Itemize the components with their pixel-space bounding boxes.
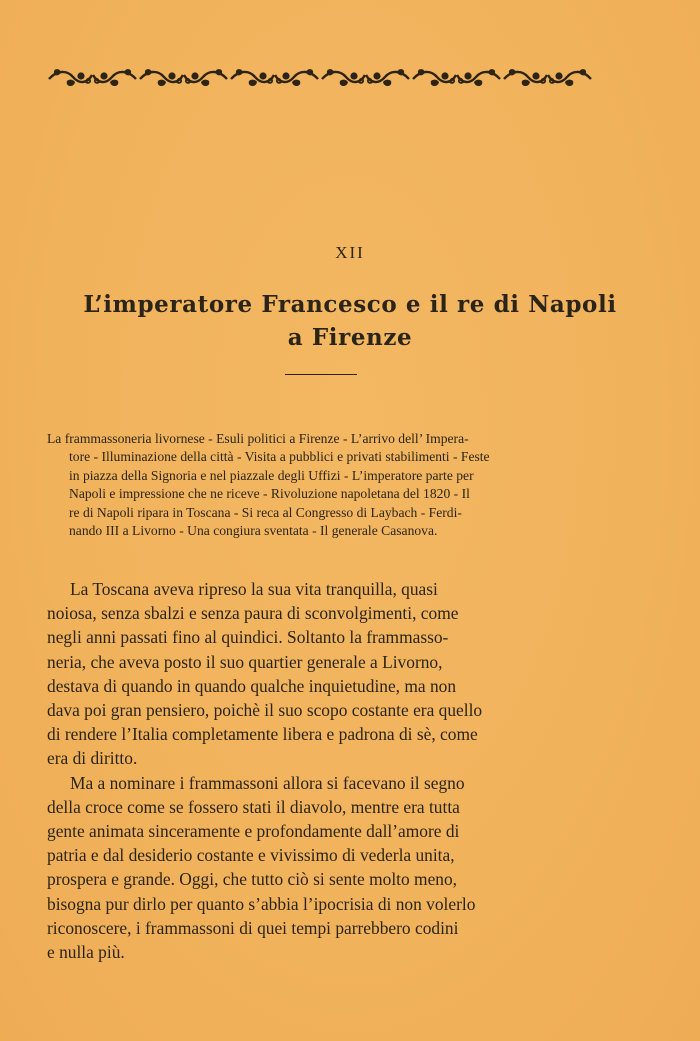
title-divider — [285, 374, 357, 375]
body-line: patria e dal desiderio costante e vivissimo di vederla unita, — [47, 845, 455, 866]
chapter-summary — [47, 430, 597, 540]
body-line: era di diritto. — [47, 748, 138, 769]
body-line: destava di quando in quando qualche inquietudine, ma non — [47, 675, 457, 696]
body-line: riconoscere, i frammassoni di quei tempi parrebbero codini — [47, 917, 459, 938]
body-line: prospera e grande. Oggi, che tutto ciò si sente molto meno, — [47, 869, 458, 890]
body-line: e nulla più. — [47, 942, 125, 963]
chapter-title-line: L’imperatore Francesco e il re di Napoli — [83, 291, 617, 318]
summary-line: La frammassoneria livornese - Esuli politici a Firenze - L’arrivo dell’ Impera- — [47, 431, 469, 446]
body-line: di rendere l’Italia completamente libera e padrona di sè, come — [47, 724, 478, 745]
body-line: Ma a nominare i frammassoni allora si facevano il segno — [70, 772, 465, 793]
body-text — [47, 577, 607, 964]
chapter-number: XII — [335, 243, 365, 262]
chapter-title-line: a Firenze — [287, 324, 413, 351]
summary-line: re di Napoli ripara in Toscana - Si reca al Congresso di Laybach - Ferdi- — [69, 504, 462, 520]
floral-vine-ornament-icon — [47, 66, 593, 88]
summary-line: nando III a Livorno - Una congiura sventata - Il generale Casanova. — [69, 523, 438, 539]
body-line: negli anni passati fino al quindici. Soltanto la frammasso- — [47, 627, 449, 648]
body-line: dava poi gran pensiero, poichè il suo scopo costante era quello — [47, 700, 483, 721]
summary-line: Napoli e impressione che ne riceve - Rivoluzione napoletana del 1820 - Il — [69, 486, 470, 502]
summary-line: in piazza della Signoria e nel piazzale degli Uffizi - L’imperatore parte per — [69, 467, 474, 483]
summary-line: tore - Illuminazione della città - Visita a pubblici e privati stabilimenti - Feste — [69, 449, 490, 465]
body-line: La Toscana aveva ripreso la sua vita tranquilla, quasi — [70, 579, 438, 599]
body-line: bisogna pur dirlo per quanto s’abbia l’ipocrisia di non volerlo — [47, 893, 476, 914]
body-line: noiosa, senza sbalzi e senza paura di sconvolgimenti, come — [47, 603, 459, 624]
chapter-title — [40, 288, 660, 354]
body-line: gente animata sinceramente e profondamente dall’amore di — [47, 821, 460, 842]
body-line: neria, che aveva posto il suo quartier generale a Livorno, — [47, 651, 443, 672]
body-line: della croce come se fossero stati il diavolo, mentre era tutta — [47, 796, 460, 817]
